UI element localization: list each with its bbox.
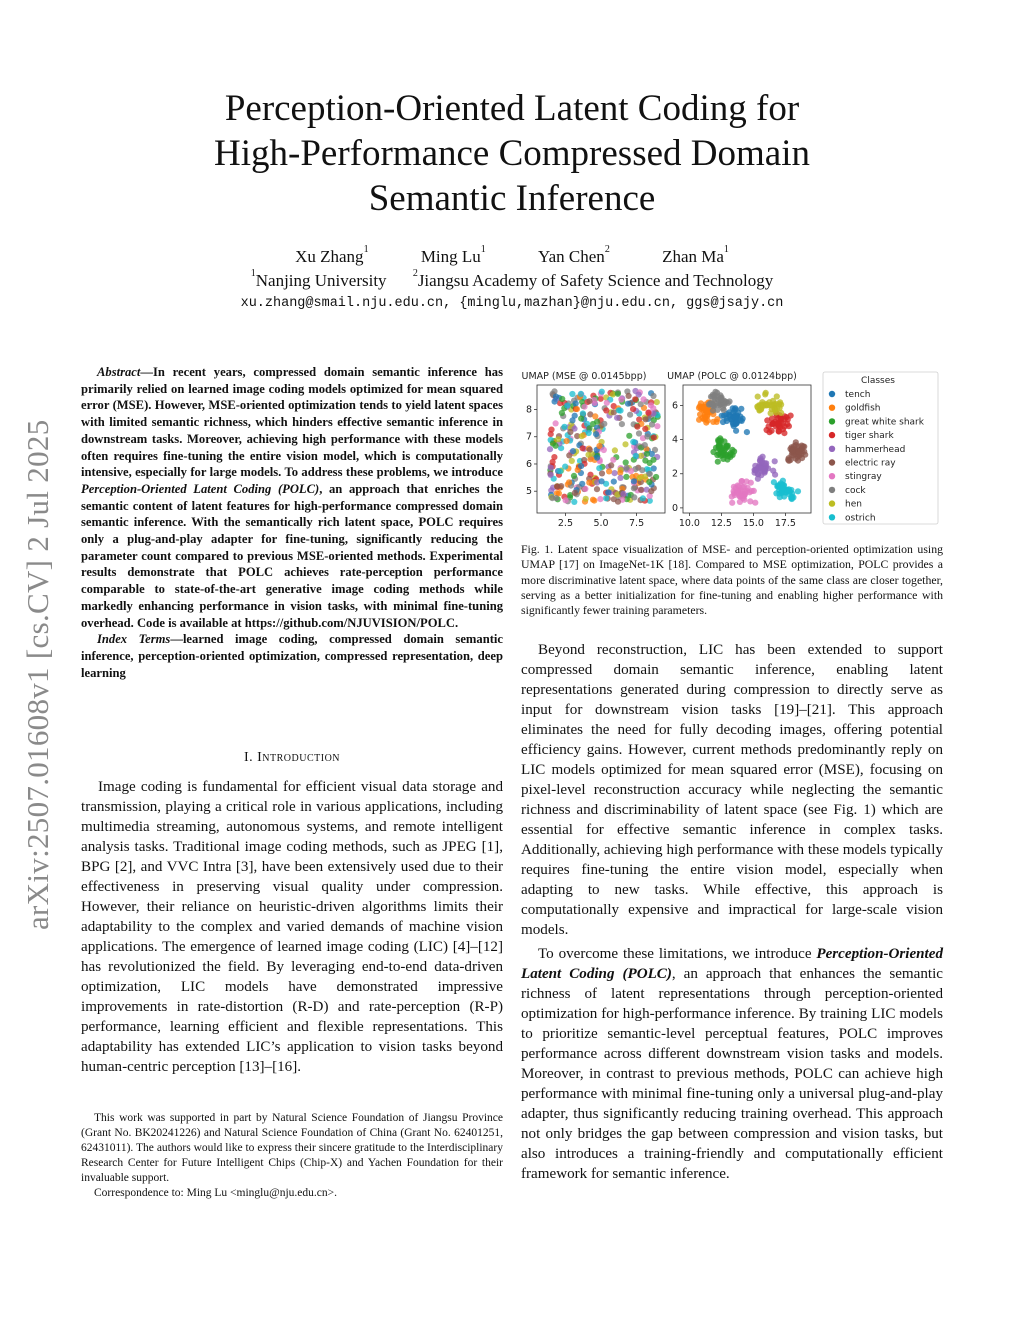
data-point (644, 433, 650, 439)
data-point (617, 408, 623, 414)
data-point (777, 405, 783, 411)
data-point (741, 497, 747, 503)
data-point (592, 413, 598, 419)
introduction-text (81, 777, 503, 1077)
data-point (644, 451, 650, 457)
data-point (599, 478, 605, 484)
data-point (623, 474, 629, 480)
data-point (578, 391, 584, 397)
data-point (643, 416, 649, 422)
index-terms-label: Index Terms (97, 632, 171, 647)
x-tick-label: 7.5 (629, 518, 645, 529)
plot2-title: UMAP (POLC @ 0.0124bpp) (667, 371, 797, 382)
data-point (653, 474, 659, 480)
data-point (559, 410, 565, 416)
data-point (727, 414, 733, 420)
data-point (778, 489, 784, 495)
data-point (601, 447, 607, 453)
title-line: High-Performance Compressed Domain (214, 133, 810, 174)
data-point (603, 407, 609, 413)
data-point (631, 494, 637, 500)
abstract (81, 364, 503, 681)
legend-marker (829, 487, 835, 493)
data-point (583, 496, 589, 502)
data-point (614, 415, 620, 421)
data-point (759, 458, 765, 464)
data-point (740, 416, 746, 422)
data-point (564, 438, 570, 444)
data-point (623, 459, 629, 465)
data-point (626, 433, 632, 439)
data-point (633, 453, 639, 459)
y-tick-label: 7 (525, 431, 532, 443)
data-point (624, 465, 630, 471)
data-point (612, 470, 618, 476)
data-point (622, 441, 628, 447)
data-point (642, 442, 648, 448)
data-point (548, 427, 554, 433)
data-point (550, 441, 556, 447)
data-point (579, 481, 585, 487)
legend-marker (829, 473, 835, 479)
data-point (641, 396, 647, 402)
data-point (716, 443, 722, 449)
legend-label: cock (845, 485, 866, 496)
data-point (594, 486, 600, 492)
data-point (786, 458, 792, 464)
data-point (733, 428, 739, 434)
data-point (608, 462, 614, 468)
data-point (788, 413, 794, 419)
data-point (651, 434, 657, 440)
data-point (744, 429, 750, 435)
data-point (638, 487, 644, 493)
data-point (574, 406, 580, 412)
method-name: Perception-Oriented Latent Coding (POLC) (521, 946, 943, 982)
data-point (573, 400, 579, 406)
data-point (549, 495, 555, 501)
data-point (553, 394, 559, 400)
data-point (726, 398, 732, 404)
data-point (729, 494, 735, 500)
data-point (650, 393, 656, 399)
data-point (630, 406, 636, 412)
data-point (775, 416, 781, 422)
data-point (764, 417, 770, 423)
x-tick-label: 17.5 (774, 518, 796, 529)
data-point (649, 421, 655, 427)
section-heading: I. Introduction (243, 750, 341, 765)
data-point (620, 491, 626, 497)
data-point (597, 496, 603, 502)
data-point (749, 488, 755, 494)
data-point (567, 429, 573, 435)
affiliations (150, 268, 874, 291)
data-point (612, 447, 618, 453)
data-point (561, 424, 567, 430)
legend-marker (829, 514, 835, 520)
data-point (632, 396, 638, 402)
data-point (590, 497, 596, 503)
data-point (599, 389, 605, 395)
data-point (711, 403, 717, 409)
data-point (586, 430, 592, 436)
data-point (619, 421, 625, 427)
legend-label: goldfish (845, 403, 881, 414)
data-point (558, 483, 564, 489)
author: Xu Zhang$^1$ (295, 244, 369, 266)
data-point (548, 472, 554, 478)
data-point (571, 473, 577, 479)
legend-label: great white shark (845, 417, 924, 428)
data-point (710, 419, 716, 425)
data-point (548, 465, 554, 471)
data-point (768, 410, 774, 416)
x-tick-label: 15.0 (742, 518, 764, 529)
y-tick-label: 4 (671, 434, 678, 446)
body-paragraph: Image coding is fundamental for efficient visual data storage and transmission, playing a critical role in various applications, including multimedia streaming, autonomous systems, and remote intelligent analysis tasks. Traditional image coding methods, such as JPEG [1], BPG [2], and VVC Intra [3], have been extensively used due to their effectiveness in preserving visual quality under compression. However, their reliance on heuristic-driven algorithms limits their adaptability to the complex and varied demands of machine vision applications. The emergence of learned image coding (LIC) [4]–[12] has revolutionized the field. By leveraging end-to-end data-driven optimization, LIC models have demonstrated impressive improvements in rate-distortion (R-D) and rate-perception (R-P) performance, learning efficient and flexible representations. This adaptability has extended LIC’s application to vision tasks beyond human-centric perception [13]–[16]. (81, 779, 503, 1075)
data-point (631, 478, 637, 484)
data-point (611, 479, 617, 485)
data-point (715, 459, 721, 465)
data-point (601, 421, 607, 427)
data-point (586, 398, 592, 404)
x-tick-label: 2.5 (557, 518, 573, 529)
footnote (81, 1111, 503, 1201)
y-tick-label: 6 (525, 458, 532, 470)
data-point (606, 468, 612, 474)
data-point (647, 460, 653, 466)
data-point (586, 480, 592, 486)
data-point (647, 471, 653, 477)
legend-label: ostrich (845, 513, 876, 524)
data-point (752, 500, 758, 506)
data-point (564, 402, 570, 408)
data-point (703, 420, 709, 426)
data-point (610, 457, 616, 463)
data-point (758, 466, 764, 472)
figure-caption: Fig. 1. Latent space visualization of MSE- and perception-oriented optimization using UMAP [17] on ImageNet-1K [18]. Compared to MSE optimization, POLC provides a more discriminative latent space, where data points of the same class are closer together, serving as a better initialization for fine-tuning and enabling higher performance with significantly fewer training parameters. (521, 542, 943, 618)
x-tick-label: 5.0 (593, 518, 609, 529)
y-tick-label: 6 (671, 400, 678, 412)
data-point (642, 426, 648, 432)
legend-marker (829, 446, 835, 452)
data-point (654, 399, 660, 405)
data-point (637, 475, 643, 481)
affiliation: $^2$Jiangsu Academy of Safety Science and Technology (412, 268, 774, 290)
data-point (566, 479, 572, 485)
data-point (710, 449, 716, 455)
data-point (547, 446, 553, 452)
data-point (735, 489, 741, 495)
data-point (775, 483, 781, 489)
title-line: Semantic Inference (368, 178, 656, 219)
data-point (640, 495, 646, 501)
data-point (594, 455, 600, 461)
data-point (733, 420, 739, 426)
plot1-title: UMAP (MSE @ 0.0145bpp) (521, 371, 647, 382)
umap-figure (521, 368, 945, 532)
data-point (603, 495, 609, 501)
right-column-text (521, 640, 943, 1188)
data-point (605, 489, 611, 495)
data-point (729, 500, 735, 506)
data-point (739, 478, 745, 484)
data-point (727, 450, 733, 456)
data-point (631, 485, 637, 491)
data-point (593, 431, 599, 437)
y-tick-label: 8 (525, 404, 532, 416)
data-point (578, 416, 584, 422)
data-point (764, 427, 770, 433)
umap-figure-canvas (521, 368, 945, 532)
body-paragraph: Beyond reconstruction, LIC has been extended to support compressed domain semantic inference, enabling latent representations generated during compression to directly serve as input for downstream vision tasks [19]–[21]. This approach eliminates the need for fully decoding images, offering potential efficiency gains. However, current methods predominantly reply on LIC models optimized for mean squared error (MSE), focusing on pixel-level reconstruction accuracy while neglecting the semantic richness and discriminability of latent space (see Fig. 1) which are essential for effective semantic inference in complex tasks. Additionally, achieving high performance with these models typically requires fine-tuning the entire vision model, especially when adapting to new tasks. While effective, this approach is computationally expensive and impractical for large-scale vision models. (521, 642, 943, 938)
method-name: Perception-Oriented Latent Coding (POLC) (81, 481, 320, 496)
data-point (559, 396, 565, 402)
data-point (572, 490, 578, 496)
data-point (569, 417, 575, 423)
data-point (795, 488, 801, 494)
data-point (776, 428, 782, 434)
legend-marker (829, 432, 835, 438)
data-point (639, 467, 645, 473)
y-tick-label: 5 (525, 486, 532, 498)
legend-label: stingray (845, 472, 882, 483)
data-point (795, 449, 801, 455)
y-tick-label: 2 (671, 468, 678, 480)
data-point (625, 401, 631, 407)
body-paragraph: To overcome these limitations, we introduce Perception-Oriented Latent Coding (POLC), an approach that enhances the semantic richness of latent representations through perception-oriented optimization for high-performance inference. By training LIC models to prioritize semantic-level perceptual features, POLC improves performance across different downstream vision tasks and models. Moreover, in contrast to previous methods, POLC can achieve high performance with minimal fine-tuning only a universal plug-and-play adapter, thus significantly reducing training overhead. This approach not only bridges the gap between compression and vision tasks, but also introduces a training-friendly and computationally efficient framework for semantic inference. (521, 946, 943, 1182)
funding-note: This work was supported in part by Natural Science Foundation of Jiangsu Province (Grant No. BK20241226) and Natural Science Foundation of China (Grant No. 62401251, 62431011). The authors would like to express their sincere gratitude to the Interdisciplinary Research Center for Future Intelligent Chips (Chip-X) and Yachen Foundation for their invaluable support. (81, 1112, 503, 1184)
x-tick-label: 12.5 (710, 518, 732, 529)
data-point (752, 467, 758, 473)
author: Yan Chen$^2$ (538, 244, 610, 266)
x-tick-label: 10.0 (678, 518, 700, 529)
data-point (617, 475, 623, 481)
legend-marker (829, 500, 835, 506)
author-emails: xu.zhang@smail.nju.edu.cn, {minglu,mazhan}@nju.edu.cn, ggs@jsajy.cn (240, 296, 784, 311)
data-point (570, 448, 576, 454)
data-point (627, 412, 633, 418)
data-point (580, 445, 586, 451)
data-point (720, 419, 726, 425)
data-point (763, 390, 769, 396)
data-point (788, 487, 794, 493)
abstract-label: Abstract (97, 365, 141, 379)
affiliation: $^1$Nanjing University (250, 268, 387, 290)
author-list (150, 244, 874, 267)
data-point (563, 497, 569, 503)
data-point (731, 407, 737, 413)
data-point (711, 393, 717, 399)
data-point (772, 458, 778, 464)
data-point (571, 499, 577, 505)
data-point (562, 464, 568, 470)
data-point (557, 468, 563, 474)
legend-marker (829, 405, 835, 411)
data-point (703, 409, 709, 415)
legend-label: electric ray (845, 458, 896, 469)
data-point (799, 455, 805, 461)
legend-label: hammerhead (845, 444, 906, 455)
index-terms: Index Terms—learned image coding, compressed domain semantic inference, perception-oriented optimization, compressed representation, deep learning (81, 632, 503, 680)
data-point (648, 488, 654, 494)
data-point (755, 394, 761, 400)
legend-label: hen (845, 499, 862, 510)
data-point (630, 439, 636, 445)
legend-title: Classes (861, 376, 895, 386)
author: Zhan Ma$^1$ (662, 244, 729, 266)
legend-marker (829, 391, 835, 397)
data-point (594, 419, 600, 425)
data-point (582, 486, 588, 492)
data-point (718, 396, 724, 402)
legend-label: tench (845, 390, 871, 400)
data-point (626, 393, 632, 399)
data-point (553, 420, 559, 426)
data-point (636, 430, 642, 436)
data-point (648, 402, 654, 408)
title-line: Perception-Oriented Latent Coding for (224, 88, 800, 129)
data-point (585, 452, 591, 458)
data-point (618, 396, 624, 402)
legend-marker (829, 418, 835, 424)
data-point (799, 443, 805, 449)
paper-title (150, 86, 874, 221)
data-point (569, 391, 575, 397)
data-point (790, 494, 796, 500)
data-point (790, 448, 796, 454)
data-point (578, 463, 584, 469)
data-point (646, 479, 652, 485)
data-point (645, 410, 651, 416)
data-point (769, 421, 775, 427)
data-point (555, 436, 561, 442)
data-point (763, 401, 769, 407)
data-point (579, 433, 585, 439)
data-point (654, 423, 660, 429)
legend-label: tiger shark (845, 431, 894, 442)
data-point (569, 458, 575, 464)
data-point (596, 465, 602, 471)
data-point (615, 391, 621, 397)
data-point (634, 424, 640, 430)
legend-marker (829, 459, 835, 465)
correspondence-note: Correspondence to: Ming Lu <minglu@nju.edu.cn>. (94, 1187, 337, 1199)
y-tick-label: 0 (671, 502, 678, 514)
data-point (604, 400, 610, 406)
data-point (780, 420, 786, 426)
data-point (615, 499, 621, 505)
abstract-paragraph: Abstract—In recent years, compressed domain semantic inference has primarily relied on learned image coding models optimized for mean squared error (MSE). However, MSE-oriented optimization tends to yield latent spaces with limited semantic richness, which hinders effective semantic inference in downstream tasks. Moreover, achieving high performance with these models often requires fine-tuning the entire vision model, which is computationally intensive, especially for large models. To address these problems, we introduce Perception-Oriented Latent Coding (POLC), an approach that enriches the semantic content of latent features for high-performance compressed domain semantic inference. With the semantically rich latent space, POLC requires only a plug-and-play adapter for fine-tuning, significantly reducing the parameter count compared to previous MSE-oriented methods. Experimental results demonstrate that POLC achieves rate-perception performance comparable to state-of-the-art generative image coding methods while markedly enhancing performance in vision tasks, with minimal fine-tuning overhead. Code is available at https://github.com/NJUVISION/POLC. (81, 365, 503, 630)
arxiv-identifier: arXiv:2507.01608v1 [cs.CV] 2 Jul 2025 (20, 419, 55, 930)
data-point (581, 404, 587, 410)
author: Ming Lu$^1$ (420, 244, 486, 266)
